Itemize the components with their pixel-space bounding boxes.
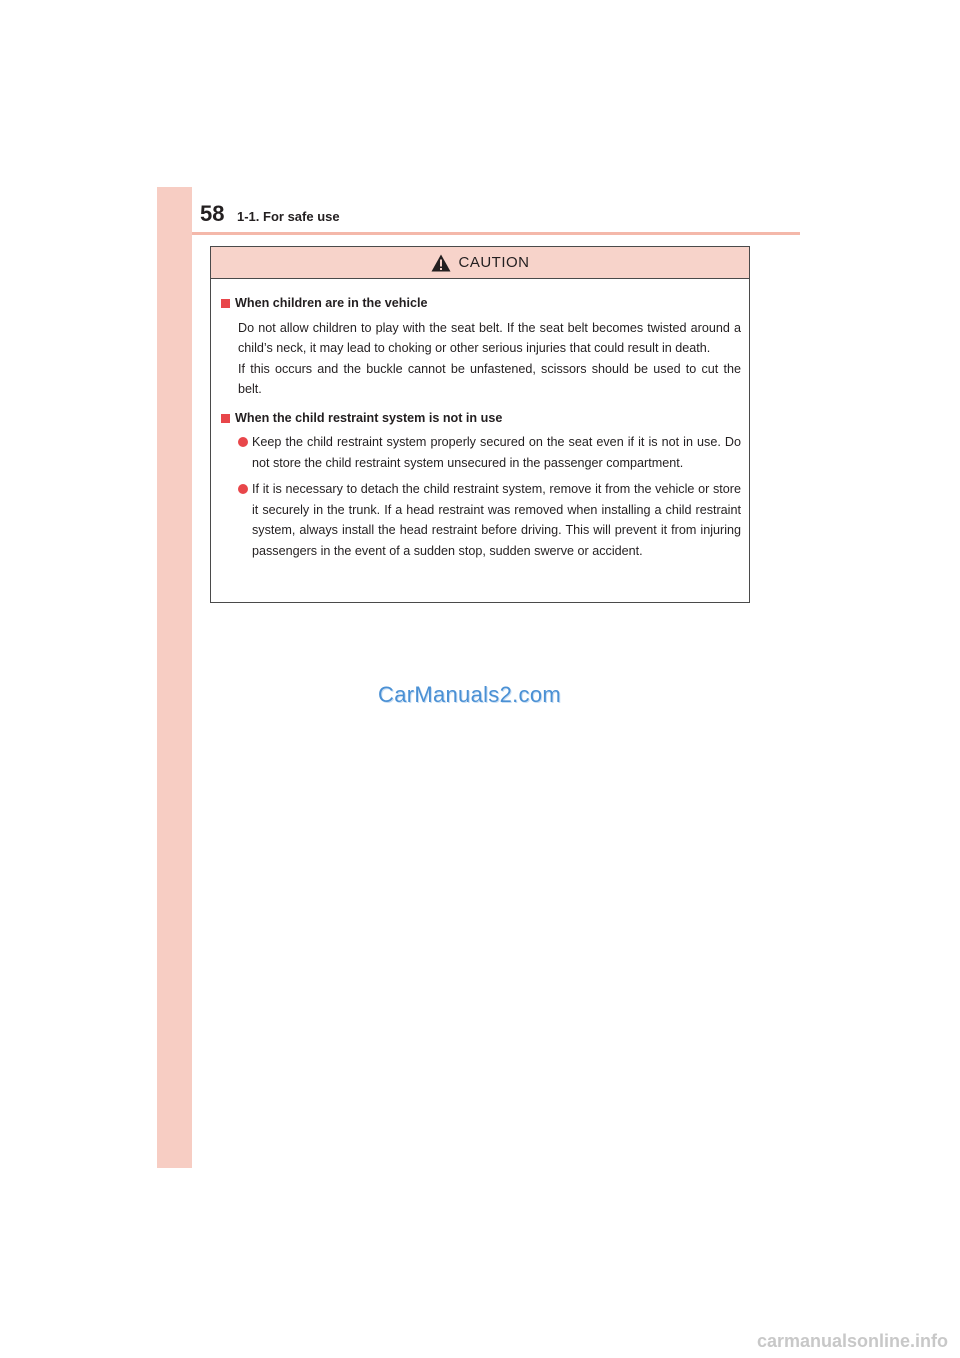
square-bullet-icon [221,414,230,423]
circle-bullet-icon [238,484,248,494]
section-heading-children-in-vehicle [219,293,741,314]
section-heading-restraint-not-in-use [219,408,741,429]
heading-text: When children are in the vehicle [235,296,428,310]
caution-title: CAUTION [458,254,530,271]
paragraph-cut-belt: If this occurs and the buckle cannot be unfastened, scissors should be used to cut the belt. [238,361,741,396]
square-bullet-icon [221,299,230,308]
watermark-logo: CarManuals2.com [378,682,562,707]
list-item-text: Keep the child restraint system properly secured on the seat even if it is not in use. Do not store the child restraint system unsecured in the passenger compartment. [252,435,741,470]
list-item [238,432,741,473]
circle-bullet-icon [238,437,248,447]
caution-header [211,247,749,279]
warning-triangle-icon [431,254,451,272]
section-title: 1-1. For safe use [237,209,340,224]
caution-body [211,279,749,561]
list-item [238,479,741,561]
caution-box [210,246,750,603]
side-accent-band [157,187,192,1168]
heading-text: When the child restraint system is not in use [235,410,503,425]
list-item-text: If it is necessary to detach the child restraint system, remove it from the vehicle or store it securely in the trunk. If a head restraint was removed when installing a child restraint system, always install the head restraint before driving. This will prevent it from injuring passengers in the event of a sudden stop, sudden swerve or accident. [252,482,741,558]
paragraph-seat-belt-warning: Do not allow children to play with the seat belt. If the seat belt becomes twisted around a child’s neck, it may lead to choking or other serious injuries that could result in death. [238,320,741,355]
footer-watermark: carmanualsonline.info [756,1331,948,1351]
page-number: 58 [200,201,225,226]
header-rule [192,232,800,235]
